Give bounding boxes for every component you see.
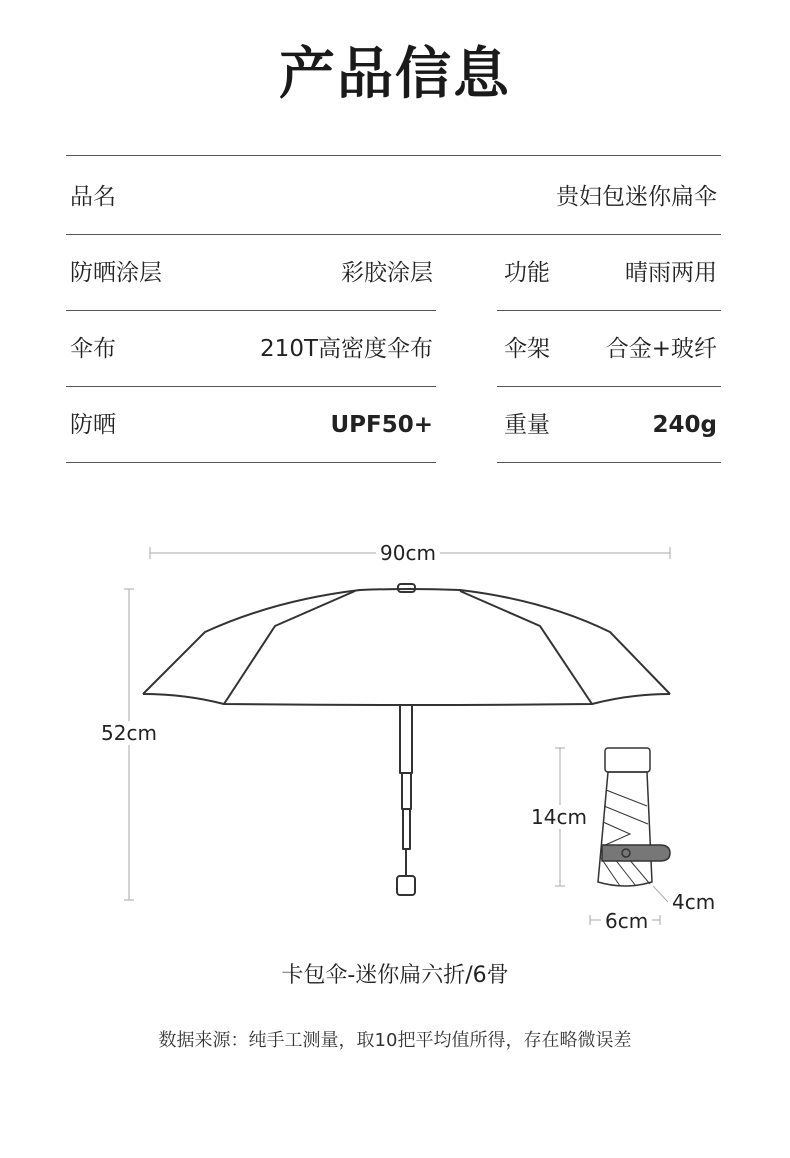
strap-button: [622, 849, 630, 857]
folded-tip: [605, 748, 650, 772]
shaft-mid: [402, 773, 411, 809]
data-source-note: 数据来源：纯手工测量，取10把平均值所得，存在略微误差: [158, 1030, 632, 1051]
spec-value: 240g: [652, 412, 717, 438]
spec-value: 晴雨两用: [625, 260, 717, 286]
height-label: 52cm: [97, 721, 161, 745]
folded-width-label: 6cm: [601, 909, 652, 933]
spec-label: 伞架: [504, 336, 550, 362]
spec-label: 防晒涂层: [70, 260, 162, 286]
shaft-upper: [400, 705, 412, 773]
folded-pattern: [601, 790, 650, 886]
product-name-label: 品名: [70, 184, 116, 210]
spec-value: 合金+玻纤: [605, 336, 717, 362]
folded-depth-dimension: [653, 886, 668, 902]
umbrella-tip: [398, 584, 415, 592]
folded-length-label: 14cm: [527, 805, 591, 829]
spec-label: 功能: [504, 260, 550, 286]
page-title: 产品信息: [279, 42, 511, 107]
spec-value: UPF50+: [330, 412, 433, 438]
width-label: 90cm: [376, 541, 440, 565]
umbrella-handle: [397, 876, 415, 895]
rib-right: [460, 591, 592, 704]
rib-left: [224, 591, 355, 704]
shaft-lower: [403, 809, 410, 849]
folded-umbrella: [555, 748, 670, 925]
spec-label: 防晒: [70, 412, 116, 438]
spec-label: 重量: [504, 412, 550, 438]
folded-body: [598, 772, 652, 886]
folded-strap: [602, 845, 670, 861]
spec-value: 彩胶涂层: [341, 260, 433, 286]
spec-value: 210T高密度伞布: [260, 336, 433, 362]
spec-label: 伞布: [70, 336, 116, 362]
open-umbrella: [143, 584, 670, 895]
folded-depth-label: 4cm: [668, 890, 719, 914]
canopy-outline: [143, 589, 670, 694]
product-name-value: 贵妇包迷你扁伞: [556, 184, 717, 210]
product-caption: 卡包伞-迷你扁六折/6骨: [281, 963, 509, 988]
